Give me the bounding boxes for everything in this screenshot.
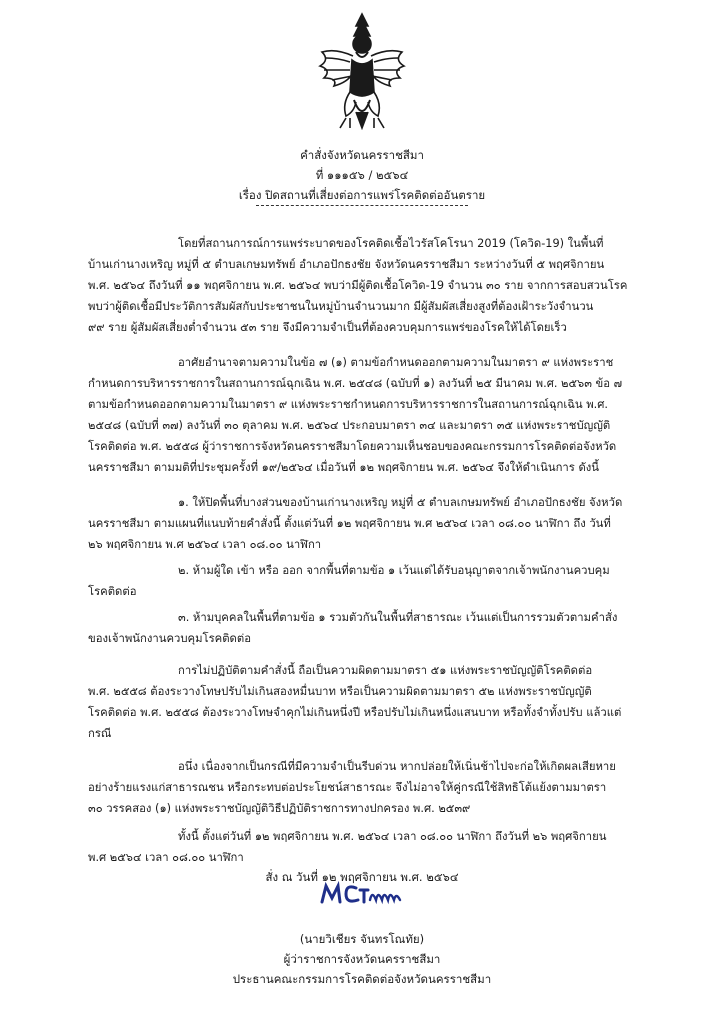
header-divider (256, 205, 468, 206)
body-line: พ.ศ ๒๕๖๔ เวลา ๐๘.๐๐ นาฬิกา (88, 851, 244, 864)
body-line: อนึ่ง เนื่องจากเป็นกรณีที่มีความจำเป็นรีบด่วน หากปล่อยให้เนิ่นช้าไปจะก่อให้เกิดผลเสียหาย (178, 760, 616, 773)
handwritten-signature-icon (318, 880, 402, 908)
body-line: โดยที่สถานการณ์การแพร่ระบาดของโรคติดเชื้อไวรัสโคโรนา 2019 (โควิด-19) ในพื้นที่ (178, 237, 604, 250)
body-line: พบว่าผู้ติดเชื้อมีประวัติการสัมผัสกับประชาชนในหมู่บ้านจำนวนมาก มีผู้สัมผัสเสี่ยงสูงที่ต้องเฝ้าระวังจำนวน (88, 300, 594, 313)
order-date: สั่ง ณ วันที่ ๑๒ พฤศจิกายน พ.ศ. ๒๕๖๔ (265, 870, 459, 884)
body-line: กรณี (88, 727, 112, 740)
body-line: ๑. ให้ปิดพื้นที่บางส่วนของบ้านเก่านางเหริญ หมู่ที่ ๕ ตำบลเกษมทรัพย์ อำเภอปักธงชัย จังหวัด (178, 496, 623, 509)
body-line: ๒. ห้ามผู้ใด เข้า หรือ ออก จากพื้นที่ตามข้อ ๑ เว้นแต่ได้รับอนุญาตจากเจ้าพนักงานควบคุม (178, 564, 610, 577)
body-line: ทั้งนี้ ตั้งแต่วันที่ ๑๒ พฤศจิกายน พ.ศ. ๒๕๖๔ เวลา ๐๘.๐๐ นาฬิกา ถึงวันที่ ๒๖ พฤศจิกายน (178, 830, 607, 843)
body-line: อาศัยอำนาจตามความในข้อ ๗ (๑) ตามข้อกำหนดออกตามความในมาตรา ๙ แห่งพระราช (178, 356, 614, 369)
body-line: บ้านเก่านางเหริญ หมู่ที่ ๕ ตำบลเกษมทรัพย์ อำเภอปักธงชัย จังหวัดนครราชสีมา ระหว่างวันที่ ๕ พฤศจิกายน (88, 258, 605, 271)
signer-role: ประธานคณะกรรมการโรคติดต่อจังหวัดนครราชสีมา (232, 972, 492, 986)
signer-position: ผู้ว่าราชการจังหวัดนครราชสีมา (283, 952, 441, 966)
body-line: ๓. ห้ามบุคคลในพื้นที่ตามข้อ ๑ รวมตัวกันในพื้นที่สาธารณะ เว้นแต่เป็นการรวมตัวตามคำสั่ง (178, 611, 618, 624)
body-line: พ.ศ. ๒๕๖๔ ถึงวันที่ ๑๑ พฤศจิกายน พ.ศ. ๒๕๖๔ พบว่ามีผู้ติดเชื้อโควิด-19 จำนวน ๓๐ ราย จากการสอบสวนโรค (88, 279, 628, 292)
body-line: การไม่ปฏิบัติตามคำสั่งนี้ ถือเป็นความผิดตามมาตรา ๕๑ แห่งพระราชบัญญัติโรคติดต่อ (178, 664, 593, 677)
body-line: นครราชสีมา ตามแผนที่แนบท้ายคำสั่งนี้ ตั้งแต่วันที่ ๑๒ พฤศจิกายน พ.ศ ๒๕๖๔ เวลา ๐๘.๐๐ นาฬิกา ถึง วันที่ (88, 517, 611, 530)
body-line: พ.ศ. ๒๕๕๘ ต้องระวางโทษปรับไม่เกินสองหมื่นบาท หรือเป็นความผิดตามมาตรา ๕๒ แห่งพระราชบัญญัติ (88, 685, 592, 698)
body-line: อย่างร้ายแรงแก่สาธารณชน หรือกระทบต่อประโยชน์สาธารณะ จึงไม่อาจให้คู่กรณีใช้สิทธิโต้แย้งตามมาตรา (88, 781, 607, 794)
body-line: โรคติดต่อ พ.ศ. ๒๕๕๘ ต้องระวางโทษจำคุกไม่เกินหนึ่งปี หรือปรับไม่เกินหนึ่งแสนบาท หรือทั้งจำทั้งปรับ แล้วแต่ (88, 706, 622, 719)
body-line: โรคติดต่อ (88, 585, 137, 598)
document-subject: เรื่อง ปิดสถานที่เสี่ยงต่อการแพร่โรคติดต่ออันตราย (238, 188, 486, 202)
garuda-emblem-icon (316, 12, 408, 130)
document-number: ที่ ๑๑๑๕๖ / ๒๕๖๔ (315, 168, 409, 182)
body-line: ตามข้อกำหนดออกตามความในมาตรา ๙ แห่งพระราชกำหนดการบริหารราชการในสถานการณ์ฉุกเฉิน พ.ศ. (88, 398, 609, 411)
body-line: ของเจ้าพนักงานควบคุมโรคติดต่อ (88, 632, 251, 645)
body-line: โรคติดต่อ พ.ศ. ๒๕๕๘ ผู้ว่าราชการจังหวัดนครราชสีมาโดยความเห็นชอบของคณะกรรมการโรคติดต่อจังหวัด (88, 440, 617, 453)
body-line: กำหนดการบริหารราชการในสถานการณ์ฉุกเฉิน พ.ศ. ๒๕๔๘ (ฉบับที่ ๑) ลงวันที่ ๒๕ มีนาคม พ.ศ. ๒๕๖๓ ข้อ ๗ (88, 377, 623, 390)
body-line: ๒๖ พฤศจิกายน พ.ศ ๒๕๖๔ เวลา ๐๘.๐๐ นาฬิกา (88, 538, 322, 551)
body-line: ๓๐ วรรคสอง (๑) แห่งพระราชบัญญัติวิธีปฏิบัติราชการทางปกครอง พ.ศ. ๒๕๓๙ (88, 802, 471, 815)
body-line: ๒๕๔๘ (ฉบับที่ ๓๗) ลงวันที่ ๓๐ ตุลาคม พ.ศ. ๒๕๖๔ ประกอบมาตรา ๓๔ และมาตรา ๓๕ แห่งพระราชบัญญัติ (88, 419, 611, 432)
body-line: ๙๙ ราย ผู้สัมผัสเสี่ยงต่ำจำนวน ๕๓ ราย จึงมีความจำเป็นที่ต้องควบคุมการแพร่ของโรคให้ได้โดยเร็ว (88, 321, 567, 334)
document-org-title: คำสั่งจังหวัดนครราชสีมา (300, 148, 424, 162)
body-line: นครราชสีมา ตามมติที่ประชุมครั้งที่ ๑๙/๒๕๖๔ เมื่อวันที่ ๑๒ พฤศจิกายน พ.ศ. ๒๕๖๔ จึงให้ดำเนินการ ดังนี้ (88, 461, 600, 474)
signer-name: (นายวิเชียร จันทรโณทัย) (299, 932, 425, 946)
